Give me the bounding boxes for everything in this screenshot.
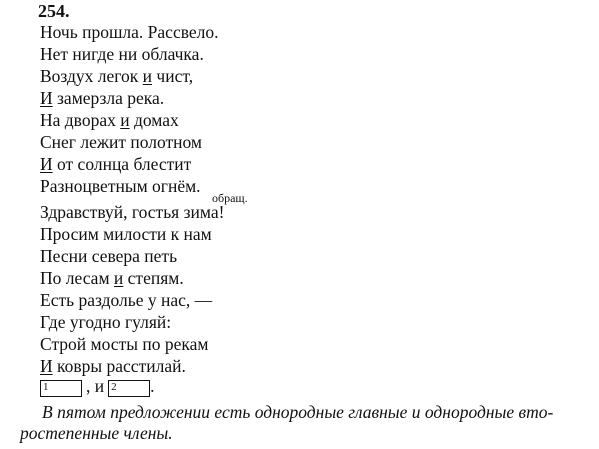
poem-line-text: от солнца блестит	[52, 154, 192, 174]
poem-line-text: степям.	[123, 268, 184, 288]
answer-box-1: 1	[40, 380, 82, 397]
poem-line-text: домах	[129, 110, 179, 130]
explanation-line: ростепенные члены.	[20, 423, 173, 443]
poem-line: Здравствуй, гостья зима!	[40, 202, 225, 222]
underlined-conjunction: И	[40, 88, 53, 108]
poem-line	[40, 65, 193, 87]
exercise-number: 254.	[38, 1, 70, 21]
poem-line	[40, 109, 179, 131]
poem-line	[40, 153, 191, 175]
poem-line-text: Воздух легок	[40, 66, 143, 86]
address-annotation: обращ.	[212, 191, 248, 205]
poem-line: Ночь прошла. Рассвело.	[40, 22, 219, 42]
poem-line	[40, 87, 164, 109]
answer-end: .	[150, 376, 155, 396]
poem-line-text: На дворах	[40, 110, 121, 130]
poem-line: Где угодно гуляй:	[40, 312, 172, 332]
poem-line: Нет нигде ни облачка.	[40, 44, 204, 64]
underlined-conjunction: и	[120, 110, 130, 130]
poem-line-text: ковры расстилай.	[52, 356, 186, 376]
poem-line: Песни севера петь	[40, 246, 178, 266]
answer-scheme	[40, 375, 155, 397]
poem-line: Разноцветным огнём.	[40, 176, 201, 196]
poem-line-text: По лесам	[40, 268, 114, 288]
poem-line-text: замерзла река.	[52, 88, 165, 108]
poem-line	[40, 267, 184, 289]
poem-line	[40, 355, 186, 377]
poem-line: Есть раздолье у нас, —	[40, 290, 213, 310]
underlined-conjunction: и	[113, 268, 124, 288]
explanation-line: В пятом предложении есть однородные главные и однородные вто-	[42, 402, 554, 422]
poem-line-text: чист,	[152, 66, 194, 86]
answer-separator: , и	[86, 376, 105, 396]
poem-line: Снег лежит полотном	[40, 132, 202, 152]
poem-line: Просим милости к нам	[40, 224, 212, 244]
answer-box-2: 2	[108, 380, 150, 397]
underlined-conjunction: и	[142, 66, 153, 86]
poem-line: Строй мосты по рекам	[40, 334, 209, 354]
underlined-conjunction: И	[40, 154, 53, 174]
underlined-conjunction: И	[40, 356, 53, 376]
explanation-text	[20, 402, 590, 444]
